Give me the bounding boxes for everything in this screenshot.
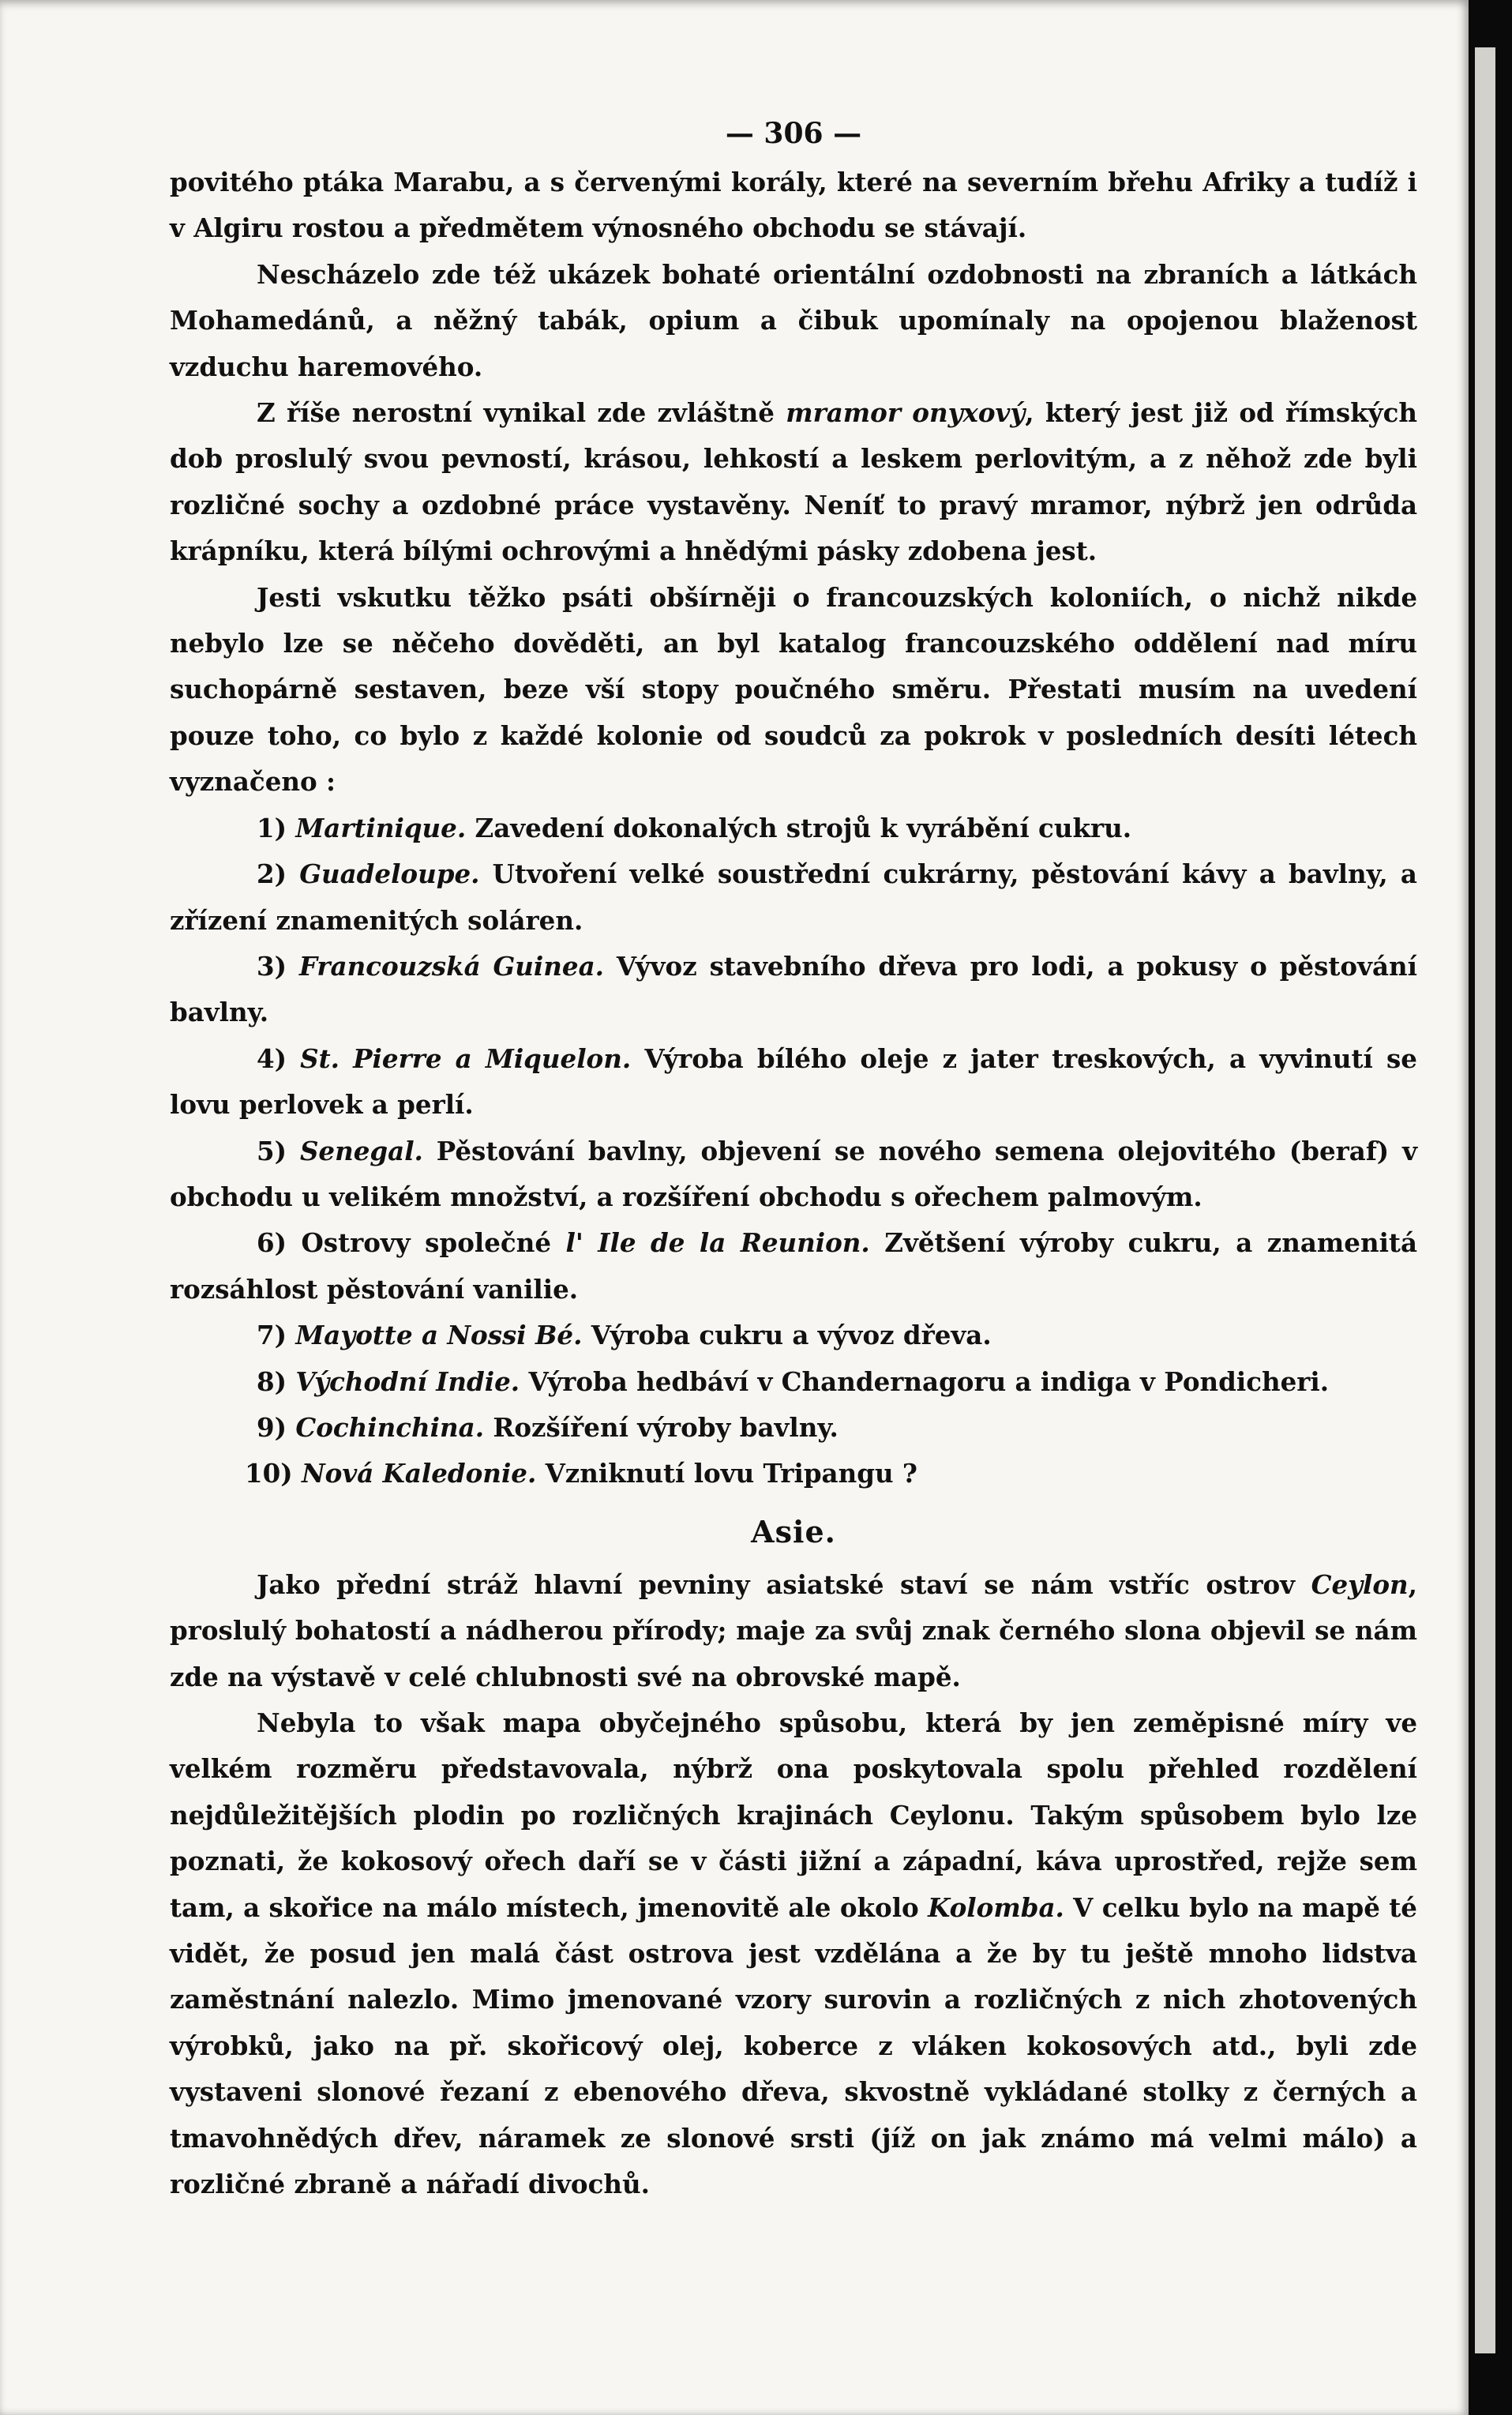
colony-text: Výroba bílého oleje z jater treskových, a vyvinutí se lovu perlovek a perlí.: [170, 1042, 1417, 1121]
colony-item: [170, 1313, 1417, 1358]
colony-item: [170, 1405, 1417, 1451]
colony-prefix: Ostrovy společné: [287, 1227, 566, 1259]
colony-number: 10): [245, 1458, 293, 1489]
ceylon-text-before: Jako přední stráž hlavní pevniny asiatské staví se nám vstříc ostrov: [257, 1568, 1311, 1600]
colony-text: Vzniknutí lovu Tripangu ?: [536, 1458, 917, 1489]
colony-number: 3): [257, 950, 287, 982]
onyx-term: mramor onyxový: [786, 397, 1026, 429]
onyx-text-after: , který jest již od římských dob proslulý svou pevností, krásou, lehkostí a leskem perlovitým, a z něhož zde byli rozličné sochy a ozdobné práce vystavěny. Neníť to pravý mramor, nýbrž jen odrůda krápníku, která bílými ochrovými a hnědými pásky zdobena jest.: [170, 397, 1417, 567]
paragraph-ceylon-map: [170, 1700, 1417, 2207]
section-heading-asia: Asie.: [751, 1513, 836, 1549]
colony-text: Zavedení dokonalých strojů k vyrábění cukru.: [466, 812, 1132, 843]
paragraph-oriental: Nescházelo zde též ukázek bohaté orientální ozdobnosti na zbraních a látkách Mohamedánů, a něžný tabák, opium a čibuk upomínaly na opojenou blaženost vzduchu haremového.: [170, 258, 1417, 382]
colony-text: Rozšíření výroby bavlny.: [484, 1411, 839, 1443]
colony-text: Utvoření velké soustřední cukrárny, pěstování kávy a bavlny, a zřízení znamenitých soláren.: [170, 858, 1417, 936]
map-text-before: Nebyla to však mapa obyčejného spůsobu, která by jen zeměpisné míry ve velkém rozměru představovala, nýbrž ona poskytovala spolu přehled rozdělení nejdůležitějších plodin po rozličných krajinách Ceylonu. Takým spůsobem bylo lze poznati, že kokosový ořech daří se v části jižní a západní, káva uprostřed, rejže sem tam, a skořice na málo místech, jmenovitě ale okolo: [170, 1707, 1417, 1923]
colony-item: [170, 1036, 1417, 1129]
colony-place: Martinique.: [295, 812, 467, 843]
colony-place: l' Ile de la Reunion.: [565, 1227, 870, 1259]
colony-number: 5): [257, 1135, 287, 1166]
colony-place: Nová Kaledonie.: [301, 1458, 537, 1489]
colony-text: Vývoz stavebního dřeva pro lodi, a pokusy o pěstování bavlny.: [170, 950, 1417, 1028]
colony-number: 8): [257, 1365, 287, 1397]
next-page-edge: [1475, 47, 1495, 2353]
onyx-text-before: Z říše nerostní vynikal zde zvláštně: [257, 397, 786, 429]
colony-place: Východní Indie.: [295, 1365, 520, 1397]
colony-text: Pěstování bavlny, objevení se nového semena olejovitého (beraf) v obchodu u velikém množství, a rozšíření obchodu s ořechem palmovým.: [170, 1135, 1418, 1212]
colony-item: [170, 851, 1417, 944]
colony-place: Guadeloupe.: [299, 858, 480, 890]
paragraph-ceylon: [170, 1562, 1417, 1700]
map-text-after: V celku bylo na mapě té vidět, že posud jen malá část ostrova jest vzdělána a že by tu ještě mnoho lidstva zaměstnání nalezlo. Mimo jmenované vzory surovin a rozličných z nich zhotovených výrobků, jako na př. skořicový olej, koberce z vláken kokosových atd., byli zde vystaveni slonové řezaní z ebenového dřeva, skvostně vykládané stolky z černých a tmavohnědých dřev, náramek ze slonové srsti (jíž on jak známo má velmi málo) a rozličné zbraně a nářadí divochů.: [170, 1891, 1417, 2200]
colony-number: 2): [257, 858, 287, 890]
colony-item: [170, 806, 1417, 851]
colony-number: 6): [257, 1227, 287, 1259]
colony-place: Francouzská Guinea.: [298, 950, 604, 982]
colony-place: St. Pierre a Miquelon.: [300, 1042, 632, 1074]
colony-place: Cochinchina.: [295, 1411, 485, 1443]
paragraph-marabu: povitého ptáka Marabu, a s červenými korály, které na severním břehu Afriky a tudíž i v Algiru rostou a předmětem výnosného obchodu se stávají.: [170, 167, 1417, 244]
colony-item: [170, 1129, 1417, 1221]
ceylon-text-after: , proslulý bohatostí a nádherou přírody; maje za svůj znak černého slona objevil se nám zde na výstavě v celé chlubnosti své na obrovské mapě.: [170, 1568, 1417, 1692]
colony-item: [170, 1220, 1417, 1313]
kolombo-term: Kolomba.: [928, 1891, 1064, 1923]
paragraph-onyx: [170, 390, 1417, 575]
page-content: [170, 111, 1417, 2207]
paragraph-colonies-intro: Jesti vskutku těžko psáti obšírněji o francouzských koloniích, o nichž nikde nebylo lze se něčeho dověděti, an byl katalog francouzského oddělení nad míru suchopárně sestaven, beze vší stopy poučného směru. Přestati musím na uvedení pouze toho, co bylo z každé kolonie od soudců za pokrok v posledních desíti létech vyznačeno :: [170, 581, 1417, 798]
colony-number: 4): [257, 1042, 287, 1074]
colony-number: 1): [257, 812, 287, 843]
ceylon-term: Ceylon: [1311, 1568, 1409, 1600]
colony-number: 7): [257, 1320, 287, 1351]
colony-item: [170, 944, 1417, 1036]
colony-place: Senegal.: [299, 1135, 423, 1166]
colony-text: Výroba cukru a vývoz dřeva.: [582, 1320, 992, 1351]
colony-item: [170, 1451, 1417, 1497]
scan-edge: [1470, 0, 1512, 2415]
colony-number: 9): [257, 1411, 287, 1443]
colony-text: Výroba hedbáví v Chandernagoru a indiga v Pondicheri.: [520, 1365, 1330, 1397]
page-number: — 306 —: [725, 117, 862, 150]
colony-item: [170, 1359, 1417, 1405]
colony-text: Zvětšení výroby cukru, a znamenitá rozsáhlost pěstování vanilie.: [170, 1227, 1417, 1305]
colony-place: Mayotte a Nossi Bé.: [295, 1320, 583, 1351]
